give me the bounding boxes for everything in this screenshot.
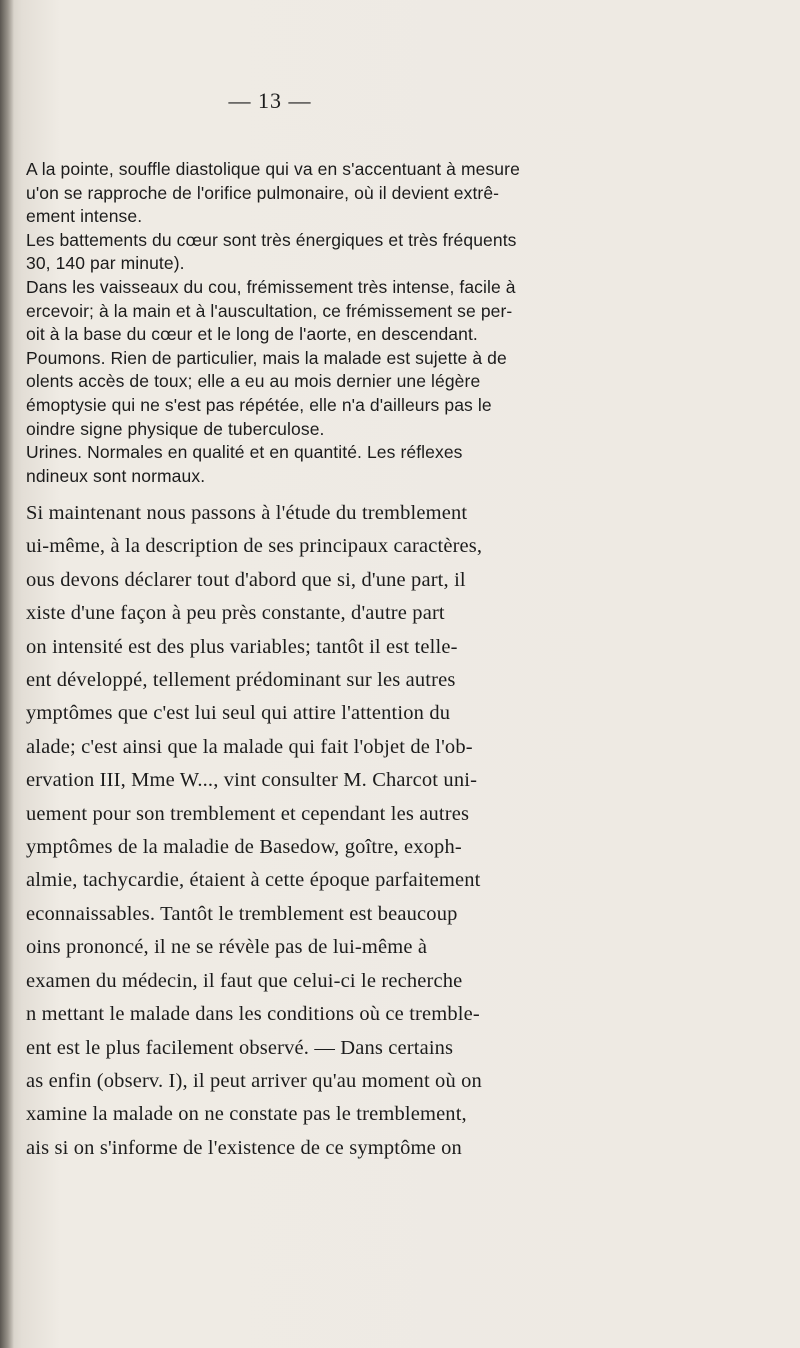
text-line: uement pour son tremblement et cependant les autres [26,802,470,825]
text-line: econnaissables. Tantôt le tremblement est beaucoup [26,902,458,925]
text-line: xiste d'une façon à peu près constante, d'autre part [26,602,445,625]
text-line: as enfin (observ. I), il peut arriver qu'au moment où on [26,1069,482,1092]
text-line: Urines. Normales en qualité et en quantité. Les réflexes [26,442,463,463]
text-line: Dans les vaisseaux du cou, frémissement très intense, facile à [26,276,516,297]
text-line: ndineux sont normaux. [26,465,206,486]
text-line: on intensité est des plus variables; tantôt il est telle- [26,635,458,658]
text-line: almie, tachycardie, étaient à cette époque parfaitement [26,869,481,892]
text-line: Poumons. Rien de particulier, mais la malade est sujette à de [26,347,507,368]
text-line: n mettant le malade dans les conditions où ce tremble- [26,1003,480,1026]
text-line: ymptômes que c'est lui seul qui attire l'attention du [26,702,451,725]
text-line: xamine la malade on ne constate pas le tremblement, [26,1103,467,1126]
text-line: oindre signe physique de tuberculose. [26,418,325,439]
page-number: — 13 — [228,88,312,113]
binding-edge [0,0,14,1348]
text-line: ent est le plus facilement observé. — Dans certains [26,1036,454,1059]
text-line: ymptômes de la maladie de Basedow, goître, exoph- [26,836,462,859]
text-line: u'on se rapproche de l'orifice pulmonaire, où il devient extrê- [26,182,500,203]
text-line: émoptysie qui ne s'est pas répétée, elle n'a d'ailleurs pas le [26,394,492,415]
main-paragraph [26,497,766,1165]
text-line: oins prononcé, il ne se révèle pas de lui-même à [26,936,428,959]
text-line: alade; c'est ainsi que la malade qui fait l'objet de l'ob- [26,735,473,758]
text-line: ement intense. [26,206,143,227]
text-line: oit à la base du cœur et le long de l'aorte, en descendant. [26,324,478,345]
text-line: olents accès de toux; elle a eu au mois dernier une légère [26,371,481,392]
text-line: A la pointe, souffle diastolique qui va en s'accentuant à mesure [26,159,520,179]
clinical-notes [26,158,766,488]
text-line: ais si on s'informe de l'existence de ce symptôme on [26,1136,462,1159]
text-line: ui-même, à la description de ses principaux caractères, [26,535,483,558]
text-line: ercevoir; à la main et à l'auscultation, ce frémissement se per- [26,300,513,321]
text-line: ent développé, tellement prédominant sur les autres [26,669,456,692]
text-line: ervation III, Mme W..., vint consulter M. Charcot uni- [26,769,478,792]
text-line: Les battements du cœur sont très énergiques et très fréquents [26,229,517,250]
text-line: Si maintenant nous passons à l'étude du tremblement [26,502,468,524]
text-line: examen du médecin, il faut que celui-ci le recherche [26,969,463,992]
text-line: 30, 140 par minute). [26,253,185,274]
text-line: ous devons déclarer tout d'abord que si, d'une part, il [26,568,466,591]
